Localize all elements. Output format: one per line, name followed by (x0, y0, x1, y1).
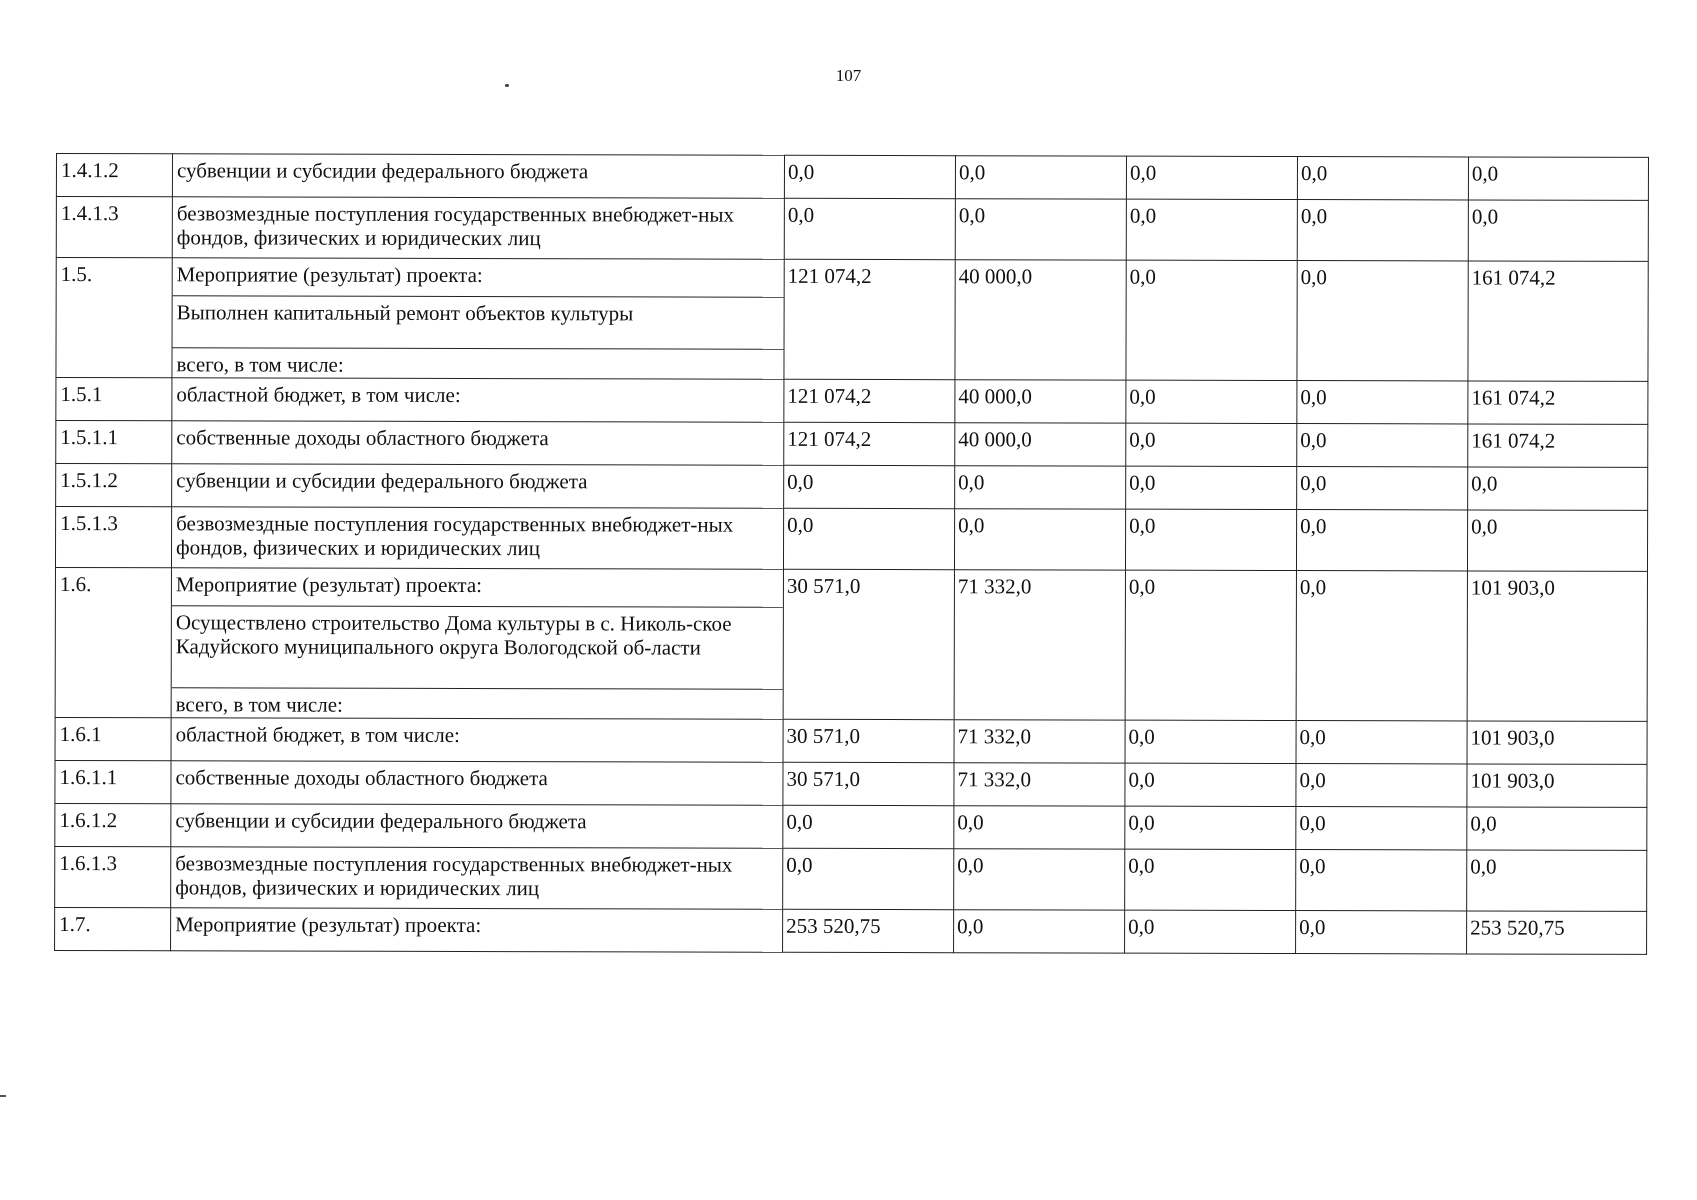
event-description: Осуществлено строительство Дома культуры в с. Николь-ское Кадуйского муниципального округа Вологодской об-ласти (172, 605, 783, 688)
event-title: Мероприятие (результат) проекта: (175, 572, 483, 598)
value-cell: 0,0 (1125, 720, 1296, 763)
total-cell: 101 903,0 (1467, 764, 1647, 807)
row-code: 1.5.1.3 (55, 507, 171, 568)
row-code: 1.7. (55, 907, 171, 950)
value-cell: 40 000,0 (955, 260, 1126, 380)
value-cell: 0,0 (1125, 509, 1296, 570)
budget-table (54, 153, 1649, 955)
value-cell: 30 571,0 (783, 719, 954, 762)
table-row (56, 197, 1648, 262)
value-cell: 0,0 (1297, 200, 1468, 261)
value-cell: 40 000,0 (955, 423, 1126, 466)
value-cell: 0,0 (1296, 571, 1467, 721)
value-cell: 0,0 (954, 849, 1125, 910)
value-cell: 0,0 (955, 466, 1126, 509)
total-cell: 161 074,2 (1468, 381, 1648, 424)
value-cell: 0,0 (784, 155, 955, 198)
page-number: 107 (835, 66, 862, 85)
total-cell: 161 074,2 (1468, 261, 1648, 381)
value-cell: 253 520,75 (783, 909, 954, 952)
table-row (55, 760, 1647, 807)
value-cell: 0,0 (1125, 910, 1296, 953)
total-cell: 101 903,0 (1467, 571, 1647, 721)
row-code: 1.6.1 (55, 717, 171, 760)
total-cell: 161 074,2 (1468, 424, 1648, 467)
value-cell: 0,0 (955, 199, 1126, 260)
value-cell: 0,0 (1297, 261, 1468, 381)
row-label: субвенции и субсидии федерального бюджета (172, 154, 784, 198)
value-cell: 0,0 (1126, 423, 1297, 466)
table-row (55, 907, 1647, 954)
table-row (56, 154, 1648, 201)
total-cell: 0,0 (1468, 157, 1648, 200)
event-description: Выполнен капитальный ремонт объектов культуры (173, 295, 784, 348)
value-cell: 0,0 (954, 910, 1125, 953)
row-code: 1.6.1.1 (55, 760, 171, 803)
row-code: 1.6.1.3 (55, 846, 171, 907)
table-row-event (56, 258, 1648, 382)
value-cell: 0,0 (783, 805, 954, 848)
row-code: 1.4.1.2 (56, 154, 172, 197)
row-code: 1.6.1.2 (55, 803, 171, 846)
row-label: собственные доходы областного бюджета (171, 761, 783, 805)
table-row (56, 464, 1648, 511)
table-row (56, 421, 1648, 468)
value-cell: 0,0 (1296, 764, 1467, 807)
row-label: собственные доходы областного бюджета (172, 421, 784, 465)
value-cell: 0,0 (954, 806, 1125, 849)
total-cell: 0,0 (1467, 510, 1647, 571)
value-cell: 0,0 (1126, 260, 1297, 380)
value-cell: 0,0 (784, 465, 955, 508)
value-cell: 121 074,2 (784, 422, 955, 465)
value-cell: 71 332,0 (954, 570, 1125, 720)
table-row (55, 846, 1647, 911)
value-cell: 0,0 (784, 198, 955, 259)
value-cell: 30 571,0 (783, 762, 954, 805)
value-cell: 0,0 (1296, 850, 1467, 911)
budget-table-container (54, 153, 1648, 955)
value-cell: 30 571,0 (783, 569, 954, 719)
value-cell: 0,0 (1126, 466, 1297, 509)
value-cell: 0,0 (1296, 721, 1467, 764)
total-cell: 253 520,75 (1467, 911, 1647, 954)
total-cell: 0,0 (1467, 850, 1647, 911)
row-code: 1.5.1 (56, 378, 172, 421)
event-label-cell (171, 568, 783, 719)
value-cell: 0,0 (1297, 157, 1468, 200)
value-cell: 0,0 (955, 156, 1126, 199)
row-label: субвенции и субсидии федерального бюджета (171, 804, 783, 848)
table-row (56, 378, 1648, 425)
value-cell: 0,0 (1126, 156, 1297, 199)
row-label: безвозмездные поступления государственных внебюджет-ных фондов, физических и юридических лиц (171, 847, 783, 909)
value-cell: 0,0 (1125, 849, 1296, 910)
row-label: безвозмездные поступления государственных внебюджет-ных фондов, физических и юридических лиц (171, 507, 783, 569)
value-cell: 71 332,0 (954, 720, 1125, 763)
value-cell: 0,0 (1126, 199, 1297, 260)
total-cell: 0,0 (1468, 467, 1648, 510)
value-cell: 0,0 (783, 848, 954, 909)
value-cell: 0,0 (1296, 807, 1467, 850)
value-cell: 0,0 (954, 509, 1125, 570)
value-cell: 121 074,2 (784, 379, 955, 422)
scan-speck (505, 84, 509, 87)
value-cell: 0,0 (1125, 763, 1296, 806)
event-total-label: всего, в том числе: (172, 347, 783, 378)
event-title: Мероприятие (результат) проекта: (176, 262, 483, 288)
value-cell: 0,0 (1296, 911, 1467, 954)
scan-speck (0, 1095, 6, 1097)
total-cell: 0,0 (1467, 807, 1647, 850)
value-cell: 0,0 (1297, 467, 1468, 510)
value-cell: 0,0 (1126, 380, 1297, 423)
row-label: областной бюджет, в том числе: (172, 378, 784, 422)
value-cell: 0,0 (1296, 510, 1467, 571)
table-row (55, 717, 1647, 764)
value-cell: 71 332,0 (954, 763, 1125, 806)
value-cell: 0,0 (783, 508, 954, 569)
event-total-label: всего, в том числе: (172, 687, 783, 718)
value-cell: 0,0 (1125, 570, 1296, 720)
event-label-cell (172, 258, 784, 379)
value-cell: 0,0 (1125, 806, 1296, 849)
row-label: безвозмездные поступления государственных внебюджет-ных фондов, физических и юридических лиц (172, 197, 784, 259)
row-label: субвенции и субсидии федерального бюджета (172, 464, 784, 508)
row-code: 1.5.1.2 (56, 464, 172, 507)
table-row-event (55, 568, 1647, 722)
value-cell: 40 000,0 (955, 380, 1126, 423)
row-code: 1.5. (56, 258, 172, 378)
total-cell: 0,0 (1468, 200, 1648, 261)
row-code: 1.5.1.1 (56, 421, 172, 464)
table-row (55, 803, 1647, 850)
row-label: Мероприятие (результат) проекта: (171, 908, 783, 952)
value-cell: 0,0 (1297, 424, 1468, 467)
total-cell: 101 903,0 (1467, 721, 1647, 764)
table-row (55, 507, 1647, 572)
row-code: 1.6. (55, 568, 171, 718)
value-cell: 121 074,2 (784, 259, 955, 379)
row-code: 1.4.1.3 (56, 197, 172, 258)
value-cell: 0,0 (1297, 381, 1468, 424)
row-label: областной бюджет, в том числе: (171, 718, 783, 762)
